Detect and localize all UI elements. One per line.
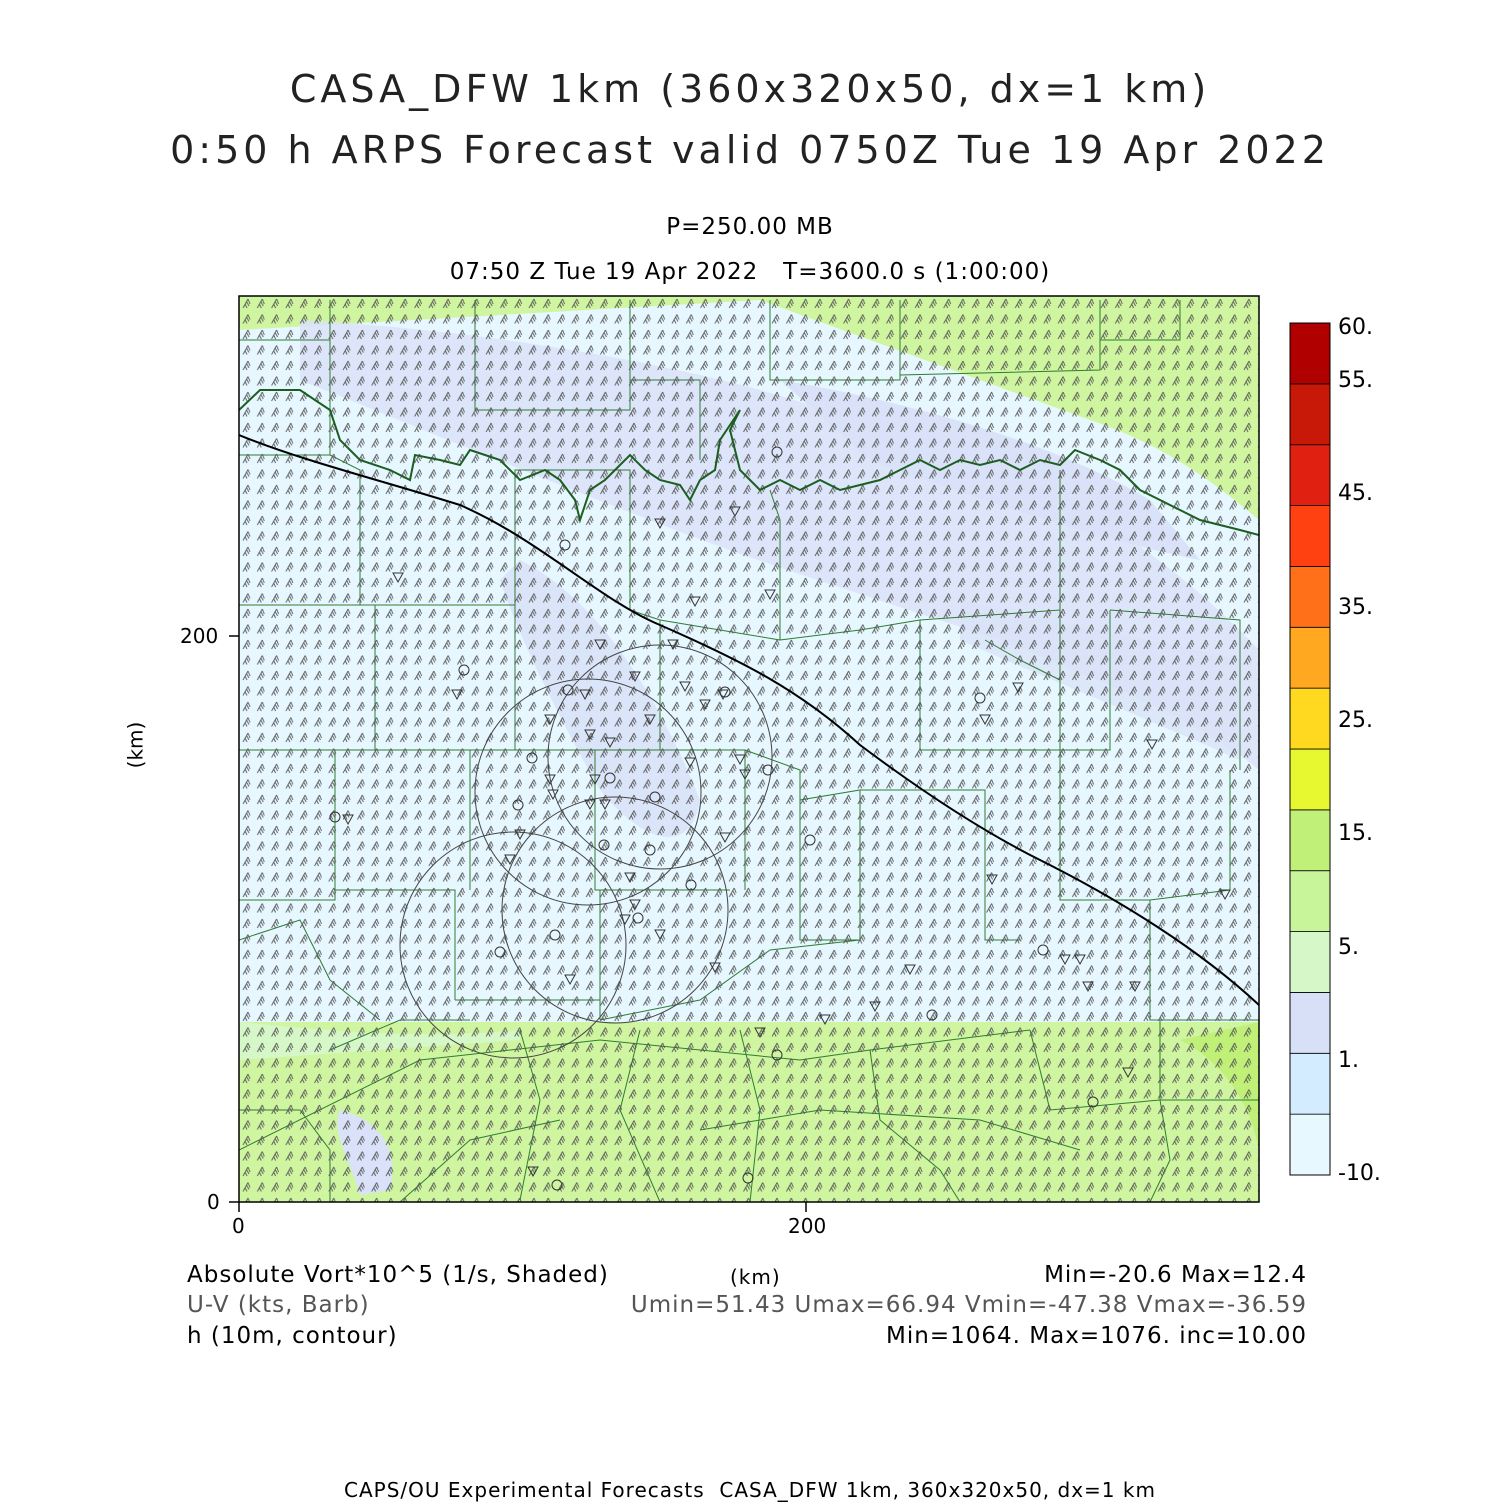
colorbar-segment-7 (1290, 688, 1330, 749)
colorbar-segment-10 (1290, 506, 1330, 567)
title-line-1: CASA_DFW 1km (360x320x50, dx=1 km) (289, 67, 1211, 111)
x-tick-0: 0 (232, 1214, 245, 1238)
colorbar-label-15: 15. (1338, 821, 1373, 846)
colorbar-segment-8 (1290, 627, 1330, 688)
colorbar-label-25: 25. (1338, 708, 1373, 733)
legend-height-stats: Min=1064. Max=1076. inc=10.00 (886, 1323, 1307, 1349)
colorbar-label-55: 55. (1338, 368, 1373, 393)
colorbar-label-5: 5. (1338, 935, 1359, 960)
colorbar-segment-6 (1290, 749, 1330, 810)
colorbar-segment-11 (1290, 445, 1330, 506)
colorbar-segment-3 (1290, 932, 1330, 993)
y-tick-200: 200 (180, 624, 219, 648)
y-axis-label: (km) (123, 721, 148, 769)
colorbar-label-45: 45. (1338, 481, 1373, 506)
legend-field-vorticity: Absolute Vort*10^5 (1/s, Shaded) (187, 1262, 609, 1288)
colorbar-segment-12 (1290, 384, 1330, 445)
valid-time-line: 07:50 Z Tue 19 Apr 2022 T=3600.0 s (1:00:00) (449, 259, 1051, 285)
legend-wind-stats: Umin=51.43 Umax=66.94 Vmin=-47.38 Vmax=-36.59 (630, 1292, 1307, 1318)
colorbar-segment-9 (1290, 566, 1330, 627)
colorbar-segment-0 (1290, 1114, 1330, 1175)
colorbar-label-35: 35. (1338, 595, 1373, 620)
x-tick-200: 200 (788, 1214, 827, 1238)
title-line-2: 0:50 h ARPS Forecast valid 0750Z Tue 19 Apr 2022 (170, 128, 1330, 172)
colorbar-label-1: 1. (1338, 1048, 1359, 1073)
colorbar-segment-4 (1290, 871, 1330, 932)
legend-vorticity-stats: Min=-20.6 Max=12.4 (1044, 1262, 1307, 1288)
colorbar-segment-13 (1290, 323, 1330, 384)
colorbar-segment-2 (1290, 992, 1330, 1053)
colorbar (1290, 323, 1330, 1175)
legend-field-wind: U-V (kts, Barb) (187, 1292, 370, 1318)
x-axis-label: (km) (730, 1265, 781, 1289)
colorbar-label-minus10: -10. (1338, 1161, 1381, 1186)
map-area (239, 296, 1259, 1202)
colorbar-segment-5 (1290, 810, 1330, 871)
colorbar-segment-1 (1290, 1053, 1330, 1114)
y-tick-0: 0 (207, 1190, 220, 1214)
pressure-level: P=250.00 MB (666, 214, 834, 240)
legend-field-height: h (10m, contour) (187, 1323, 398, 1349)
colorbar-label-60: 60. (1338, 315, 1373, 340)
wind-barb-field (239, 296, 1259, 1202)
footer-credit: CAPS/OU Experimental Forecasts CASA_DFW 1km, 360x320x50, dx=1 km (344, 1478, 1156, 1502)
